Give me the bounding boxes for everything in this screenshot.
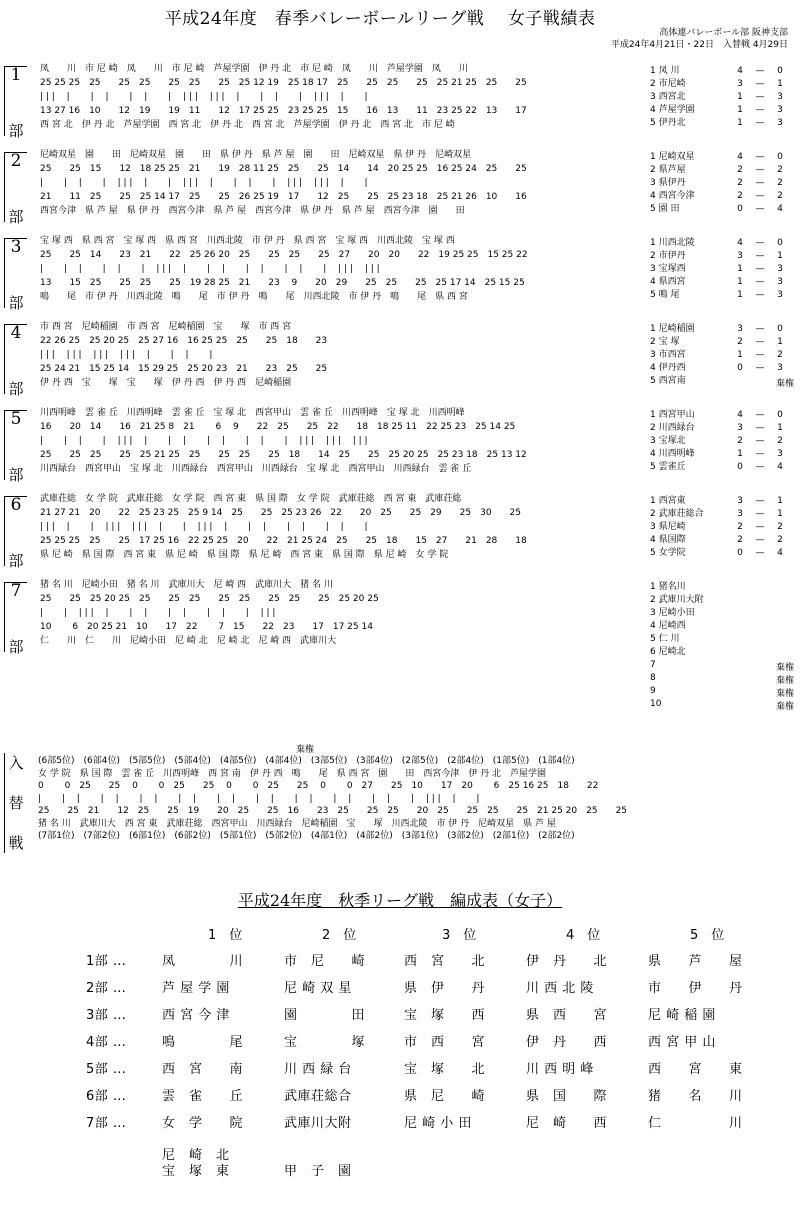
autumn-team: 県 国 際 [526, 1089, 608, 1104]
standing-team: 1 猪名川 [650, 582, 686, 592]
division-number: 1 [10, 65, 22, 85]
standing-team: 5 鳴 尾 [650, 290, 680, 300]
standing-record: — [755, 548, 765, 558]
standing-team: 5 園 田 [650, 204, 680, 214]
standing-team: 1 尼崎双星 [650, 152, 695, 162]
standing-record: — [755, 191, 765, 201]
standing-record: — [755, 277, 765, 287]
autumn-team: 市 西 宮 [404, 1035, 486, 1050]
standing-record: 4 [737, 152, 743, 162]
standing-row [650, 533, 790, 547]
organizer-info [611, 27, 788, 51]
standing-record: 2 [777, 522, 783, 532]
standing-row [650, 150, 790, 164]
replacement-row: (6部5位) (6部4位) (5部5位) (5部4位) (4部5位) (4部4位) (3部5位) (3部4位) (2部5位) (2部4位) (1部5位) (1部4位) [38, 756, 575, 766]
standing-record: 0 [737, 548, 743, 558]
replacement-label-1: 入 [5, 752, 27, 773]
standing-record: 1 [737, 290, 743, 300]
match-row: 鳴 尾 市 伊 丹 川西北陵 鳴 尾 市 伊 丹 鳴 尾 川西北陵 市 伊 丹 鳴 尾 県 西 宮 [40, 292, 468, 302]
standing-record: 3 [737, 509, 743, 519]
abstain-mark: 棄権 [776, 702, 795, 712]
standing-record: 2 [777, 350, 783, 360]
autumn-team: 西 宮 東 [648, 1062, 743, 1077]
standing-record: 2 [737, 165, 743, 175]
standing-team: 7 [650, 660, 656, 670]
standing-record: 1 [777, 337, 783, 347]
division-label: 部 [5, 120, 27, 141]
match-row: 16 20 14 16 21 25 8 21 6 9 22 25 25 22 18 18 25 11 22 25 23 25 14 25 [40, 422, 516, 432]
match-row: | | | | | | | | | | | | | | | | [40, 608, 276, 618]
page-title: 平成24年度 春季バレーボールリーグ戦 女子戦績表 [164, 9, 596, 29]
standing-record: 1 [777, 79, 783, 89]
standing-row [650, 619, 790, 633]
standing-row [650, 189, 790, 203]
replacement-row: 猪 名 川 武庫川大 西 宮 東 武庫荘総 西宮甲山 川西緑台 尼崎稲園 宝 塚 川西北陵 市 伊 丹 尼崎双星 県 芦 屋 [38, 818, 556, 829]
standing-team: 2 武庫荘総合 [650, 509, 704, 519]
standing-team: 4 伊丹西 [650, 363, 686, 373]
standing-record: 1 [737, 105, 743, 115]
standing-team: 2 市伊丹 [650, 251, 686, 261]
autumn-team: 武庫川大附 [284, 1116, 352, 1131]
match-row: 仁 川 仁 川 尼崎小田 尼 崎 北 尼 崎 北 尼 崎 西 武庫川大 [40, 636, 337, 646]
autumn-extra-1: 尼 崎 北 [162, 1148, 230, 1163]
standing-record: — [755, 79, 765, 89]
match-row: | | | | | | | | | | | | | | | | | | | | | | | [40, 264, 380, 274]
division-number: 3 [10, 237, 22, 257]
abstain-mark: 棄権 [776, 689, 795, 699]
standing-row [650, 77, 790, 91]
match-row: 25 25 14 23 21 22 25 26 20 25 25 25 25 27 20 20 22 19 25 25 15 25 22 [40, 250, 528, 260]
standing-record: 3 [737, 79, 743, 89]
autumn-team: 西 宮 今 津 [162, 1008, 230, 1023]
standing-record: — [755, 290, 765, 300]
autumn-team: 県 伊 丹 [404, 981, 486, 996]
standing-record: 2 [737, 436, 743, 446]
division-badge [4, 151, 27, 226]
standing-row [650, 671, 790, 685]
division-badge [4, 409, 27, 484]
standing-row [650, 275, 790, 289]
autumn-team: 雲 雀 丘 [162, 1089, 244, 1104]
replacement-row: | | | | | | | | | | | | | | | | | | | | | | | | | [38, 793, 480, 804]
autumn-team: 凤 川 [162, 954, 244, 969]
autumn-team: 尼 崎 稲 園 [648, 1008, 716, 1023]
event-dates: 平成24年4月21日・22日 入替戦 4月29日 [610, 40, 788, 50]
standing-row [650, 236, 790, 250]
standing-team: 4 県西宮 [650, 277, 686, 287]
autumn-team: 県 西 宮 [526, 1008, 608, 1023]
division-number: 7 [10, 581, 22, 601]
autumn-team: 川 西 北 陵 [526, 981, 594, 996]
autumn-team: 西 宮 甲 山 [648, 1035, 716, 1050]
autumn-rank-header: 2 位 [322, 928, 357, 943]
standing-record: 1 [777, 251, 783, 261]
standing-row [650, 447, 790, 461]
standing-record: 3 [777, 449, 783, 459]
match-row: | | | | | | | | | | | | | | | | | | | | | | | | [40, 92, 368, 102]
autumn-extra-2: 宝 塚 東 [162, 1164, 230, 1179]
standing-team: 2 宝 塚 [650, 337, 680, 347]
match-row: 25 25 25 25 25 25 25 25 25 25 12 19 25 18 17 25 25 25 25 25 21 25 25 25 [40, 78, 527, 88]
standing-team: 3 県尼崎 [650, 522, 686, 532]
standing-record: — [755, 436, 765, 446]
match-row: 22 26 25 25 20 25 25 27 16 16 25 25 25 25 18 23 [40, 336, 328, 346]
standing-record: 2 [737, 178, 743, 188]
standing-record: 2 [777, 436, 783, 446]
standing-row [650, 434, 790, 448]
standing-team: 4 県国際 [650, 535, 686, 545]
standing-team: 2 県芦屋 [650, 165, 686, 175]
autumn-division-label: 1部 … [86, 954, 127, 969]
standing-record: — [755, 535, 765, 545]
standing-record: 3 [737, 496, 743, 506]
standing-row [650, 520, 790, 534]
standing-row [650, 546, 790, 560]
standing-record: 2 [737, 191, 743, 201]
autumn-team: 武庫荘総合 [284, 1089, 352, 1104]
replacement-row: 女 学 院 県 国 際 雲 雀 丘 川西明峰 西 宮 南 伊 丹 西 鳴 尾 県 西 宮 園 田 西宮今津 伊 丹 北 芦屋学園 [38, 768, 547, 779]
autumn-team: 園 田 [284, 1008, 366, 1023]
standing-record: 2 [737, 522, 743, 532]
autumn-team: 伊 丹 西 [526, 1035, 608, 1050]
autumn-team: 宝 塚 西 [404, 1008, 486, 1023]
match-row: 猪 名 川 尼崎小田 猪 名 川 武庫川大 尼 崎 西 武庫川大 猪 名 川 [40, 580, 333, 590]
match-row: 25 25 15 12 18 25 25 21 19 28 11 25 25 25 14 14 20 25 25 16 25 24 25 25 [40, 164, 527, 174]
autumn-team: 鳴 尾 [162, 1035, 244, 1050]
standing-row [650, 697, 790, 711]
standing-record: 3 [777, 363, 783, 373]
division-badge [4, 581, 27, 656]
standing-record: — [755, 337, 765, 347]
replacement-label-3: 戦 [5, 832, 27, 853]
standing-row [650, 494, 790, 508]
standing-row [650, 361, 790, 375]
replacement-row: (7部1位) (7部2位) (6部1位) (6部2位) (5部1位) (5部2位) (4部1位) (4部2位) (3部1位) (3部2位) (2部1位) (2部2位) [38, 831, 575, 841]
standing-record: 0 [777, 324, 783, 334]
standing-team: 4 尼崎西 [650, 621, 686, 631]
standing-team: 10 [650, 699, 662, 709]
standing-row [650, 348, 790, 362]
standing-team: 2 市尼崎 [650, 79, 686, 89]
standing-row [650, 645, 790, 659]
division-label: 部 [5, 206, 27, 227]
standing-record: — [755, 105, 765, 115]
standing-team: 1 尼崎稲園 [650, 324, 695, 334]
standing-record: — [755, 509, 765, 519]
standing-row [650, 684, 790, 698]
standing-row [650, 202, 790, 216]
standing-record: 3 [777, 105, 783, 115]
standing-record: 4 [737, 238, 743, 248]
standing-row [650, 632, 790, 646]
autumn-team: 西 宮 北 [404, 954, 486, 969]
match-row: 凤 川 市 尼 崎 凤 川 市 尼 崎 芦屋学園 伊 丹 北 市 尼 崎 凤 川 芦屋学園 凤 川 [40, 64, 468, 74]
standing-row [650, 421, 790, 435]
standing-record: 4 [777, 204, 783, 214]
autumn-team: 尼 崎 小 田 [404, 1116, 472, 1131]
match-row: 25 25 25 25 25 21 25 25 25 25 25 18 14 25 25 25 20 25 25 23 18 25 13 12 [40, 450, 527, 460]
standing-record: 0 [777, 410, 783, 420]
division-label: 部 [5, 464, 27, 485]
match-row: 県 尼 崎 県 国 際 西 宮 東 県 尼 崎 県 国 際 県 尼 崎 西 宮 東 県 国 際 県 尼 崎 女 学 院 [40, 550, 449, 560]
standing-team: 5 雲雀丘 [650, 462, 686, 472]
standing-team: 1 西宮東 [650, 496, 686, 506]
standing-record: 0 [777, 152, 783, 162]
autumn-team: 川 西 明 峰 [526, 1062, 594, 1077]
standing-team: 1 川西北陵 [650, 238, 695, 248]
standing-record: — [755, 410, 765, 420]
standing-team: 8 [650, 673, 656, 683]
standing-row [650, 249, 790, 263]
standing-record: 2 [737, 535, 743, 545]
standing-record: — [755, 251, 765, 261]
standing-row [650, 593, 790, 607]
standing-record: 1 [777, 509, 783, 519]
standing-record: 0 [737, 363, 743, 373]
autumn-division-label: 4部 … [86, 1035, 127, 1050]
autumn-team: 宝 塚 北 [404, 1062, 486, 1077]
autumn-team: 尼 崎 西 [526, 1116, 608, 1131]
autumn-extra-3: 甲 子 園 [284, 1164, 352, 1179]
standing-team: 3 西宮北 [650, 92, 686, 102]
standing-record: — [755, 363, 765, 373]
standing-team: 4 川西明峰 [650, 449, 695, 459]
standing-record: 4 [777, 548, 783, 558]
standing-row [650, 580, 790, 594]
autumn-team: 県 芦 屋 [648, 954, 743, 969]
standing-record: — [755, 462, 765, 472]
standing-record: 1 [737, 118, 743, 128]
autumn-team: 西 宮 南 [162, 1062, 244, 1077]
match-row: 25 25 25 20 25 25 25 25 25 25 25 25 25 25 20 25 [40, 594, 379, 604]
division-badge [4, 323, 27, 398]
autumn-rank-header: 4 位 [566, 928, 601, 943]
standing-team: 5 仁 川 [650, 634, 680, 644]
match-row: 10 6 20 25 21 10 17 22 7 15 22 23 17 17 25 14 [40, 622, 373, 632]
standing-row [650, 163, 790, 177]
standing-record: 0 [777, 66, 783, 76]
standing-record: 3 [777, 118, 783, 128]
standing-team: 3 尼崎小田 [650, 608, 695, 618]
match-row: 西 宮 北 伊 丹 北 芦屋学園 西 宮 北 伊 丹 北 西 宮 北 芦屋学園 伊 丹 北 西 宮 北 市 尼 崎 [40, 120, 455, 130]
autumn-team: 市 尼 崎 [284, 954, 366, 969]
division-label: 部 [5, 550, 27, 571]
standing-record: 3 [777, 92, 783, 102]
match-row: | | | | | | | | | | | | | | | | | | | | | | | | [40, 522, 368, 532]
standing-team: 1 西宮甲山 [650, 410, 695, 420]
standing-record: — [755, 449, 765, 459]
autumn-team: 猪 名 川 [648, 1089, 743, 1104]
standing-row [650, 335, 790, 349]
standing-team: 3 宝塚西 [650, 264, 686, 274]
division-number: 2 [10, 151, 22, 171]
match-row: 25 25 25 25 25 17 25 16 22 25 25 20 22 21 25 24 25 25 18 15 27 21 28 18 [40, 536, 527, 546]
standing-record: 2 [777, 178, 783, 188]
match-row: 25 24 21 15 25 14 15 29 25 25 20 23 21 23 25 25 [40, 364, 328, 374]
standing-record: 2 [777, 165, 783, 175]
autumn-team: 県 尼 崎 [404, 1089, 486, 1104]
standing-team: 9 [650, 686, 656, 696]
autumn-division-label: 6部 … [86, 1089, 127, 1104]
match-row: 市 西 宮 尼崎稲園 市 西 宮 尼崎稲園 宝 塚 市 西 宮 [40, 322, 292, 332]
organizer-name: 高体連バレーボール部 阪神支部 [659, 28, 788, 38]
standing-record: 1 [737, 92, 743, 102]
standing-record: — [755, 423, 765, 433]
standing-row [650, 176, 790, 190]
autumn-team: 川 西 緑 台 [284, 1062, 352, 1077]
standing-record: 1 [737, 277, 743, 287]
match-row: 宝 塚 西 県 西 宮 宝 塚 西 県 西 宮 川西北陵 市 伊 丹 県 西 宮 宝 塚 西 川西北陵 宝 塚 西 [40, 236, 455, 246]
standing-team: 4 芦屋学園 [650, 105, 695, 115]
standing-team: 2 武庫川大附 [650, 595, 704, 605]
standing-record: — [755, 350, 765, 360]
autumn-team: 伊 丹 北 [526, 954, 608, 969]
standing-team: 3 市西宮 [650, 350, 686, 360]
standing-row [650, 288, 790, 302]
replacement-row: 0 0 25 25 0 0 25 25 0 0 25 25 0 0 27 25 10 17 20 6 25 16 25 18 22 [38, 781, 599, 791]
replacement-abstain: 棄権 [296, 745, 315, 755]
standing-record: — [755, 496, 765, 506]
autumn-rank-header: 5 位 [690, 928, 725, 943]
division-badge [4, 237, 27, 312]
autumn-team: 尼 崎 双 星 [284, 981, 352, 996]
standing-record: 4 [777, 462, 783, 472]
standing-team: 6 尼崎北 [650, 647, 686, 657]
division-label: 部 [5, 378, 27, 399]
autumn-title: 平成24年度 秋季リーグ戦 編成表（女子） [237, 891, 563, 910]
standing-row [650, 374, 790, 388]
match-row: 13 15 25 25 25 25 19 28 25 21 23 9 20 29 25 25 25 25 17 14 25 15 25 [40, 278, 525, 288]
standing-record: 0 [737, 204, 743, 214]
standing-team: 2 川西緑台 [650, 423, 695, 433]
division-number: 4 [10, 323, 22, 343]
standing-record: 1 [737, 449, 743, 459]
standing-record: 1 [737, 350, 743, 360]
standing-row [650, 606, 790, 620]
standing-row [650, 116, 790, 130]
match-row: 13 27 16 10 12 19 19 11 12 17 25 25 23 25 25 15 16 13 11 23 25 22 13 17 [40, 106, 527, 116]
division-label: 部 [5, 636, 27, 657]
standing-record: — [755, 522, 765, 532]
standing-team: 4 西宮今津 [650, 191, 695, 201]
autumn-division-label: 2部 … [86, 981, 127, 996]
standing-record: — [755, 92, 765, 102]
standing-record: 3 [737, 423, 743, 433]
autumn-team: 宝 塚 [284, 1035, 366, 1050]
standing-record: 4 [737, 410, 743, 420]
standing-team: 5 女学院 [650, 548, 686, 558]
abstain-mark: 棄権 [776, 379, 795, 389]
standing-record: — [755, 66, 765, 76]
standing-row [650, 64, 790, 78]
match-row: 伊 丹 西 宝 塚 宝 塚 伊 丹 西 伊 丹 西 尼崎稲園 [40, 378, 292, 388]
standing-team: 3 宝塚北 [650, 436, 686, 446]
division-label: 部 [5, 292, 27, 313]
standing-row [650, 507, 790, 521]
standing-record: 1 [777, 496, 783, 506]
standing-row [650, 408, 790, 422]
standing-record: 1 [777, 423, 783, 433]
match-row: 西宮今津 県 芦 屋 県 伊 丹 西宮今津 県 芦 屋 西宮今津 県 伊 丹 県 芦 屋 西宮今津 園 田 [40, 206, 465, 216]
standing-record: — [755, 178, 765, 188]
division-badge [4, 65, 27, 140]
standing-row [650, 90, 790, 104]
autumn-team: 芦 屋 学 園 [162, 981, 230, 996]
standing-record: — [755, 118, 765, 128]
autumn-team: 仁 川 [648, 1116, 743, 1131]
standing-record: — [755, 165, 765, 175]
standing-record: 4 [737, 66, 743, 76]
match-row: | | | | | | | | | | | | | | | | | | | | | | | | [40, 178, 368, 188]
standing-row [650, 658, 790, 672]
standing-record: — [755, 152, 765, 162]
standing-record: 1 [737, 264, 743, 274]
match-row: 21 11 25 25 25 14 17 25 25 26 25 19 17 12 25 25 25 23 18 25 21 26 10 16 [40, 192, 527, 202]
match-row: 尼崎双星 園 田 尼崎双星 園 田 県 伊 丹 県 芦 屋 園 田 尼崎双星 県 伊 丹 尼崎双星 [40, 150, 472, 160]
standing-record: 3 [737, 251, 743, 261]
abstain-mark: 棄権 [776, 663, 795, 673]
standing-row [650, 262, 790, 276]
match-row: 川西明峰 雲 雀 丘 川西明峰 雲 雀 丘 宝 塚 北 西宮甲山 雲 雀 丘 川西明峰 宝 塚 北 川西明峰 [40, 408, 465, 418]
standing-record: 3 [737, 324, 743, 334]
standing-record: — [755, 204, 765, 214]
standing-record: 3 [777, 277, 783, 287]
match-row: | | | | | | | | | | | | | | | | [40, 350, 213, 360]
division-badge [4, 495, 27, 570]
autumn-division-label: 3部 … [86, 1008, 127, 1023]
division-number: 6 [10, 495, 22, 515]
replacement-row: 25 25 21 12 25 25 19 20 25 25 16 23 25 25 25 20 25 25 25 25 21 25 20 25 25 [38, 806, 628, 816]
match-row: 武庫荘総 女 学 院 武庫荘総 女 学 院 西 宮 東 県 国 際 女 学 院 武庫荘総 西 宮 東 武庫荘総 [40, 494, 462, 504]
standing-row [650, 103, 790, 117]
standing-record: — [755, 264, 765, 274]
autumn-division-label: 7部 … [86, 1116, 127, 1131]
standing-record: 3 [777, 290, 783, 300]
replacement-badge [4, 753, 27, 853]
abstain-mark: 棄権 [776, 676, 795, 686]
match-row: | | | | | | | | | | | | | | | | | | | | | | | | [40, 436, 368, 446]
standing-record: 3 [777, 264, 783, 274]
replacement-label-2: 替 [5, 792, 27, 813]
standing-record: 0 [737, 462, 743, 472]
standing-record: — [755, 324, 765, 334]
standing-record: 2 [737, 337, 743, 347]
autumn-rank-header: 1 位 [208, 928, 243, 943]
standing-team: 5 西宮南 [650, 376, 686, 386]
match-row: 川西緑台 西宮甲山 宝 塚 北 川西緑台 西宮甲山 川西緑台 宝 塚 北 西宮甲山 川西緑台 雲 雀 丘 [40, 464, 472, 474]
standing-team: 3 県伊丹 [650, 178, 686, 188]
standing-row [650, 460, 790, 474]
autumn-team: 市 伊 丹 [648, 981, 743, 996]
standing-team: 5 伊丹北 [650, 118, 686, 128]
standing-record: 2 [777, 191, 783, 201]
division-number: 5 [10, 409, 22, 429]
standing-record: — [755, 238, 765, 248]
autumn-rank-header: 3 位 [442, 928, 477, 943]
autumn-team: 女 学 院 [162, 1116, 244, 1131]
match-row: 21 27 21 20 22 25 23 25 25 9 14 25 25 25 23 26 22 20 25 25 29 25 30 25 [40, 508, 522, 518]
autumn-division-label: 5部 … [86, 1062, 127, 1077]
standing-record: 0 [777, 238, 783, 248]
standing-record: 2 [777, 535, 783, 545]
standing-row [650, 322, 790, 336]
standing-team: 1 凤 川 [650, 66, 680, 76]
